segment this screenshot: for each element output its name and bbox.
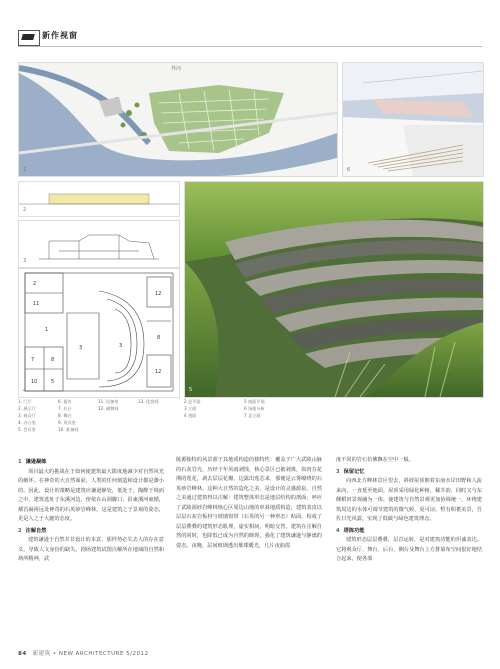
legend-item: 7 北立面 bbox=[244, 413, 261, 418]
figure-label: 界河 bbox=[171, 66, 182, 72]
section-heading-text: 谦逊凝练 bbox=[25, 459, 47, 465]
legend-item bbox=[138, 426, 178, 433]
svg-text:10: 10 bbox=[31, 379, 38, 385]
figure-number: 5 bbox=[189, 387, 193, 393]
legend-item: 4. 办公室 bbox=[18, 420, 36, 425]
section-heading bbox=[18, 458, 164, 468]
section-heading bbox=[336, 468, 482, 478]
figure-floor-plan bbox=[18, 268, 180, 398]
legend-row bbox=[18, 426, 178, 433]
svg-text:8: 8 bbox=[51, 357, 55, 363]
section-heading-text: 注解自然 bbox=[25, 527, 47, 534]
body-paragraph: 项目最大的挑战在于如何使建筑最大限度地减少对自然风光的破坏。在神奇的大自然面前，人类的任何刻造和设计都是渺小的。因此，设计的策略是建筑应谦逊静处，低处于，陶醉于境而之中。建筑选址于东溪河边，傍依在山洞脚口，沿東溪河東循，插首凝视远处神奇的石英砂岩峰林。这是建筑之于景观的姿态，更是人之于大漉的态度。 bbox=[18, 468, 164, 522]
svg-text:11: 11 bbox=[33, 301, 40, 307]
section-heading bbox=[336, 527, 482, 537]
section-heading-number: 4 bbox=[336, 527, 340, 534]
body-paragraph: 向西北方峰林景区望去，斜坡屋顶朝着东南水岸田野和人流来向，一直延至地面。屋顶采用绿化种植，稀芥韵，同时又与东侧稻田景观融为一体。使建筑与自然景观更加协调统一。环绕建筑周边的水体可调节建筑的微气候，夏可凉，暂有积蓄美景，吾佐日光风露，实现了低碳与绿色建筑理念。 bbox=[336, 478, 482, 522]
figure-number: 1 bbox=[23, 167, 27, 173]
legend-item: 3. 观众厅 bbox=[18, 413, 36, 418]
legend-item bbox=[138, 405, 178, 412]
legend-item: 4 剖面 bbox=[184, 413, 197, 418]
body-paragraph: 陵源独特的风景源于其地质构造的独特性：覆盖于广大武陵山脉的石灰岩壳，历经千年风雨剥蚀，核心景区已被剥离，如肉芬花期的莲花，剥去层层花瓣，边露出莲芯来，那便是云雾缭绕的石英砂岩峰林。这种大自然的造化之美，是设计的灵感源泉。自然之美通过建筑得以注解：建筑整体形态是地层结构的剖面，呼应了武陵源砂岩峰林核心区周边山地的单斜地质构造，建筑表皮以层层石灰岩板材与玻璃窗带（石英的另一种形态）贴面，构成了层层叠叠的建筑形态肌理，虚实相间，明暗交替。建筑在注解自然的同时，也降低已成为自然的映现，强化了建筑谦逊与静谧的姿态。夜晚，层间玻璃透出璀璨暖光，几片夜曲霞 bbox=[176, 457, 322, 549]
text-column-3 bbox=[336, 456, 482, 565]
section-heading-text: 塔陈功能 bbox=[343, 527, 365, 534]
section-heading-text: 保留记忆 bbox=[343, 468, 365, 475]
page-footer bbox=[18, 649, 149, 657]
legend-item: 2 总平面 bbox=[184, 399, 201, 404]
legend-row bbox=[184, 412, 304, 419]
section-title: 新作视窗 bbox=[42, 31, 78, 40]
figure-photo-terraced-building bbox=[184, 181, 484, 398]
legend-row bbox=[18, 398, 178, 405]
legend-item bbox=[98, 426, 138, 433]
figure-site-analysis bbox=[342, 62, 484, 177]
legend-item: 13. 化妆间 bbox=[138, 399, 159, 404]
figure-caption-legend bbox=[184, 398, 304, 419]
section-heading-number: 3 bbox=[336, 468, 340, 475]
section-heading bbox=[18, 527, 164, 537]
legend-row bbox=[18, 419, 178, 426]
legend-item bbox=[138, 419, 178, 426]
svg-text:5: 5 bbox=[51, 379, 55, 385]
legend-row bbox=[184, 398, 304, 405]
legend-item: 5 剖面平面 bbox=[244, 399, 265, 404]
legend-item: 1. 门厅 bbox=[18, 399, 32, 404]
svg-text:12: 12 bbox=[155, 369, 162, 375]
figure-site-plan bbox=[18, 62, 338, 177]
figure-number: 6 bbox=[347, 167, 351, 173]
journal-name: 新建筑 • NEW ARCHITECTURE 5/2012 bbox=[32, 651, 149, 657]
floor-plan-legend bbox=[18, 398, 178, 433]
svg-text:2: 2 bbox=[33, 281, 37, 287]
svg-text:12: 12 bbox=[155, 291, 162, 297]
legend-item: 5. 会议室 bbox=[18, 427, 36, 432]
section-logo-icon bbox=[18, 30, 40, 46]
legend-item: 11. 设备室 bbox=[98, 399, 119, 404]
legend-item: 10. 准备间 bbox=[58, 427, 79, 432]
figure-number: 2 bbox=[23, 207, 27, 213]
legend-item: 8. 舞台 bbox=[58, 413, 72, 418]
svg-text:3: 3 bbox=[119, 343, 123, 349]
legend-item bbox=[98, 419, 138, 426]
legend-item bbox=[98, 412, 138, 419]
legend-item: 6. 报告 bbox=[58, 399, 72, 404]
legend-item: 3 立面 bbox=[184, 406, 197, 411]
figure-number: 4 bbox=[23, 388, 27, 394]
legend-item: 6 场地分析 bbox=[244, 406, 265, 411]
svg-text:8: 8 bbox=[157, 335, 161, 341]
svg-text:3: 3 bbox=[79, 345, 83, 351]
figure-section bbox=[18, 220, 180, 268]
legend-row bbox=[18, 412, 178, 419]
text-column-1 bbox=[18, 456, 164, 565]
section-heading-number: 2 bbox=[18, 527, 22, 534]
figure-elevation bbox=[18, 181, 180, 217]
legend-item: 2. 展示厅 bbox=[18, 406, 36, 411]
text-column-2 bbox=[176, 456, 322, 551]
header-divider bbox=[18, 46, 482, 47]
svg-text:1: 1 bbox=[45, 327, 49, 333]
figure-number: 3 bbox=[23, 258, 27, 264]
body-paragraph: 度不同的岩石仿佛飘在空中一般。 bbox=[336, 457, 414, 463]
body-paragraph: 建筑谦逊于自然并非设计的本意。那样势必失去人的存在意义，导致人文身份的缺失。剧场建筑试图注解所在地域的自然和场所精神，武 bbox=[18, 537, 164, 562]
legend-item: 9. 贵宾室 bbox=[58, 420, 76, 425]
body-paragraph: 建筑形态层层叠叠，层首运转，是对建筑功能的坦诚表达。它将观众厅、舞台、后台、侧台及舞台上方排幕布空间很好地结合起来，使各部 bbox=[336, 537, 482, 562]
legend-row bbox=[18, 405, 178, 412]
legend-item bbox=[138, 412, 178, 419]
legend-item: 12. 储物间 bbox=[98, 406, 119, 411]
legend-row bbox=[184, 405, 304, 412]
svg-text:7: 7 bbox=[31, 357, 35, 363]
section-heading-number: 1 bbox=[18, 459, 22, 465]
page-number: 84 bbox=[18, 651, 27, 657]
legend-item: 7. 后台 bbox=[58, 406, 72, 411]
